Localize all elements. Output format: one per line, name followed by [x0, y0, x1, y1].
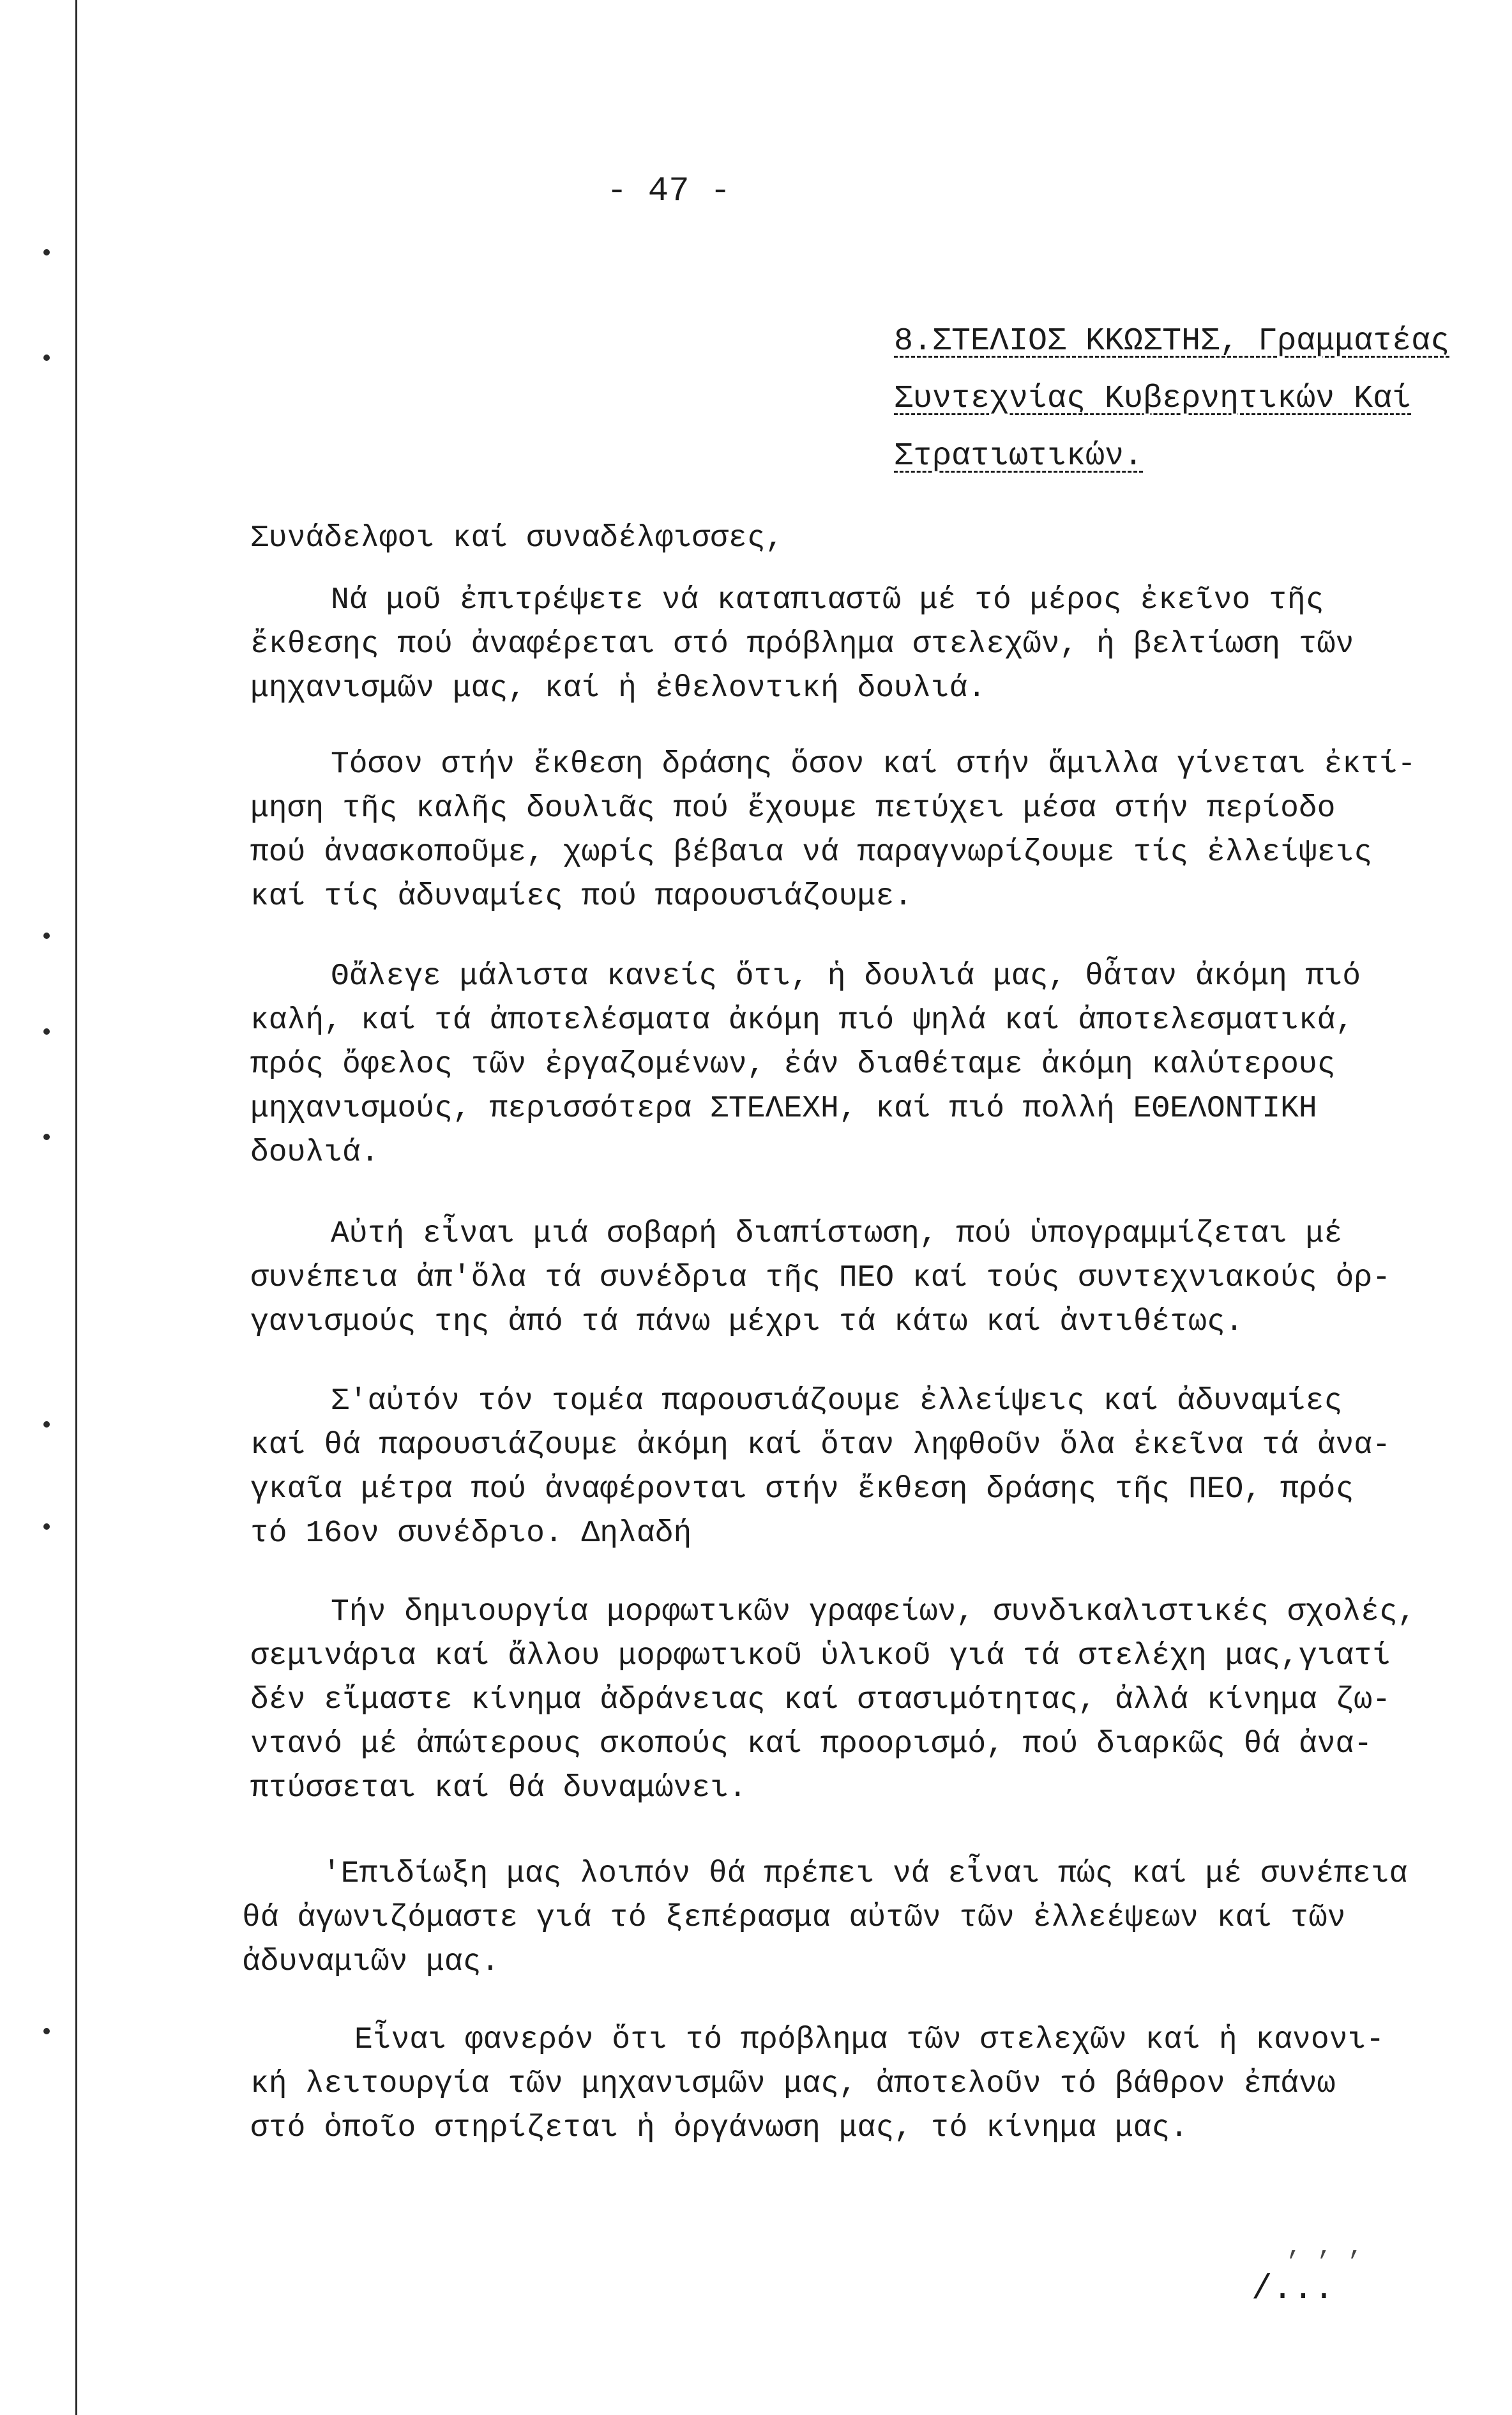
text-line: πρός ὄφελος τῶν ἐργαζομένων, ἐάν διαθέταμε ἀκόμη καλύτερους — [250, 1048, 1336, 1082]
text-line: μηχανισμῶν μας, καί ἡ ἐθελοντική δουλιά. — [250, 671, 987, 706]
text-line: καί τίς ἀδυναμίες πού παρουσιάζουμε. — [250, 880, 912, 914]
text-line: ἀδυναμιῶν μας. — [242, 1945, 500, 1979]
punch-hole-mark — [43, 933, 50, 939]
punch-hole-mark — [43, 1421, 50, 1428]
text-line: δέν εἴμαστε κίνημα ἀδράνειας καί στασιμότητας, ἀλλά κίνημα ζω- — [250, 1683, 1391, 1718]
paragraph-7 — [242, 1852, 1512, 1985]
paragraph-8 — [250, 2018, 1512, 2151]
punch-hole-mark — [43, 249, 50, 255]
page-number: - 47 - — [607, 172, 731, 211]
text-line: μηση τῆς καλῆς δουλιᾶς πού ἔχουμε πετύχει μέσα στήν περίοδο — [250, 791, 1336, 826]
text-line: ντανό μέ ἀπώτερους σκοπούς καί προορισμό, πού διαρκῶς θά ἀνα- — [250, 1727, 1373, 1762]
punch-hole-mark — [43, 1523, 50, 1530]
text-line: κή λειτουργία τῶν μηχανισμῶν μας, ἀποτελοῦν τό βάθρον ἐπάνω — [250, 2067, 1336, 2101]
punch-hole-mark — [43, 2028, 50, 2034]
text-line: γανισμούς της ἀπό τά πάνω μέχρι τά κάτω καί ἀντιθέτως. — [250, 1305, 1244, 1339]
text-line: στό ὁποῖο στηρίζεται ἡ ὀργάνωση μας, τό κίνημα μας. — [250, 2111, 1189, 2145]
punch-hole-mark — [43, 1134, 50, 1140]
text-line: Εἶναι φανερόν ὅτι τό πρόβλημα τῶν στελεχῶν καί ἡ κανονι- — [354, 2023, 1385, 2057]
continuation-mark: /... — [1251, 2270, 1334, 2309]
text-line: μηχανισμούς, περισσότερα ΣΤΕΛΕΧΗ, καί πιό πολλή ΕΘΕΛΟΝΤΙΚΗ — [250, 1092, 1317, 1126]
text-line: Τόσον στήν ἔκθεση δράσης ὅσον καί στήν ἅμιλλα γίνεται ἐκτί- — [331, 747, 1416, 782]
text-line: Σ'αὐτόν τόν τομέα παρουσιάζουμε ἐλλείψεις καί ἀδυναμίες — [331, 1384, 1343, 1419]
paragraph-5 — [250, 1380, 1512, 1556]
author-heading — [894, 313, 1488, 485]
punch-hole-mark — [43, 1028, 50, 1035]
paragraph-4 — [250, 1212, 1512, 1345]
paragraph-1 — [250, 579, 1512, 711]
author-heading-line: Στρατιωτικών. — [894, 438, 1144, 475]
paragraph-2 — [250, 743, 1512, 919]
text-line: καί θά παρουσιάζουμε ἀκόμη καί ὅταν ληφθοῦν ὅλα ἐκεῖνα τά ἀνα- — [250, 1428, 1391, 1463]
text-line: Νά μοῦ ἐπιτρέψετε νά καταπιαστῶ μέ τό μέρος ἐκεῖνο τῆς — [331, 583, 1324, 618]
text-line: συνέπεια ἀπ'ὅλα τά συνέδρια τῆς ΠΕΟ καί τούς συντεχνιακούς ὀρ- — [250, 1261, 1391, 1295]
text-line: σεμινάρια καί ἄλλου μορφωτικοῦ ὑλικοῦ γιά τά στελέχη μας,γιατί — [250, 1639, 1391, 1673]
text-line: καλή, καί τά ἀποτελέσματα ἀκόμη πιό ψηλά καί ἀποτελεσματικά, — [250, 1003, 1354, 1038]
text-line: Τήν δημιουργία μορφωτικῶν γραφείων, συνδικαλιστικές σχολές, — [331, 1595, 1416, 1629]
text-line: τό 16ον συνέδριο. Δηλαδή — [250, 1516, 692, 1551]
text-line: δουλιά. — [250, 1136, 379, 1170]
author-heading-line: 8.ΣΤΕΛΙΟΣ ΚΚΩΣΤΗΣ, Γραμματέας — [894, 323, 1450, 360]
text-line: Θἄλεγε μάλιστα κανείς ὅτι, ἡ δουλιά μας, θἆταν ἀκόμη πιό — [331, 959, 1361, 994]
text-line: πού ἀνασκοποῦμε, χωρίς βέβαια νά παραγνωρίζουμε τίς ἐλλείψεις — [250, 835, 1373, 870]
paragraph-6 — [250, 1590, 1512, 1811]
text-line: ἔκθεσης πού ἀναφέρεται στό πρόβλημα στελεχῶν, ἡ βελτίωση τῶν — [250, 627, 1354, 662]
text-line: 'Επιδίωξη μας λοιπόν θά πρέπει νά εἶναι πώς καί μέ συνέπεια — [322, 1857, 1408, 1891]
left-margin-line — [75, 0, 77, 2415]
handwritten-marks: , , , — [1287, 2234, 1364, 2262]
text-line: θά ἀγωνιζόμαστε γιά τό ξεπέρασμα αὐτῶν τῶν ἐλλεέψεων καί τῶν — [242, 1901, 1346, 1935]
salutation: Συνάδελφοι καί συναδέλφισσες, — [250, 521, 784, 556]
author-heading-line: Συντεχνίας Κυβερνητικών Καί — [894, 381, 1412, 417]
text-line: γκαῖα μέτρα πού ἀναφέρονται στήν ἔκθεση δράσης τῆς ΠΕΟ, πρός — [250, 1472, 1354, 1507]
text-line: πτύσσεται καί θά δυναμώνει. — [250, 1771, 747, 1806]
paragraph-3 — [250, 955, 1512, 1175]
text-line: Αὐτή εἶναι μιά σοβαρή διαπίστωση, πού ὑπογραμμίζεται μέ — [331, 1217, 1343, 1251]
punch-hole-mark — [43, 354, 50, 361]
